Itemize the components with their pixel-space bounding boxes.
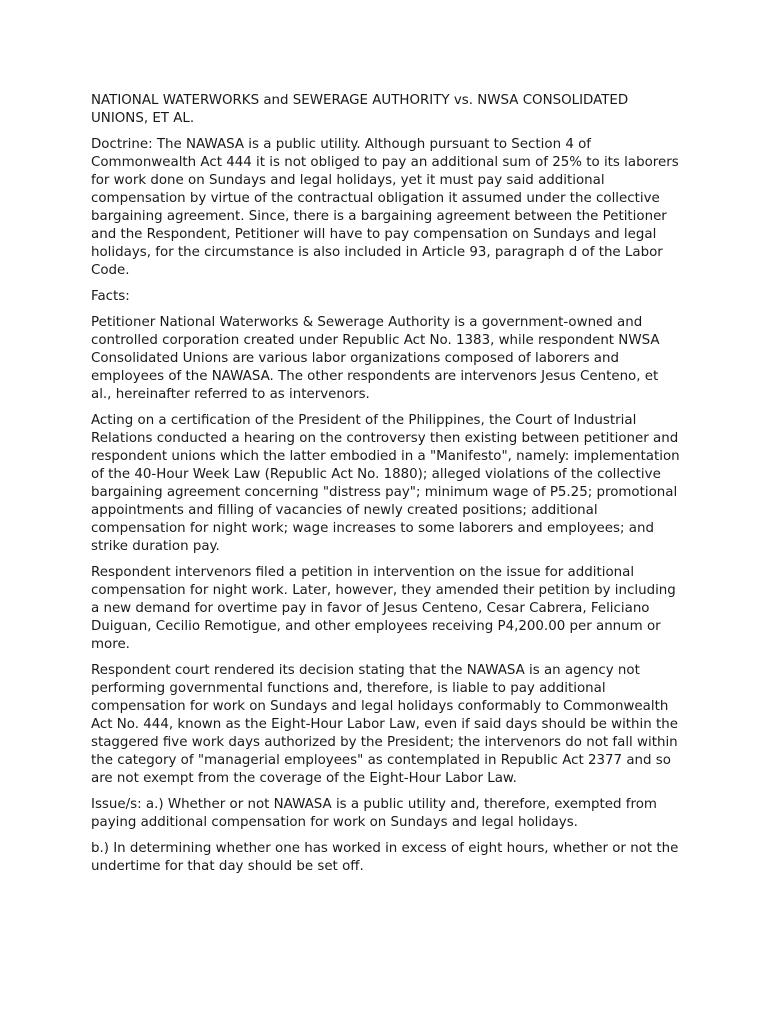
facts-paragraph-4: Respondent court rendered its decision stating that the NAWASA is an agency not performing governmental functions and, therefore, is liable to pay additional compensation for work on Sundays and legal holidays conformably to Commonwealth Act No. 444, known as the Eight-Hour Labor Law, even if said days should be within the staggered five work days authorized by the President; the intervenors do not fall within the category of "managerial employees" as contemplated in Republic Act 2377 and so are not exempt from the coverage of the Eight-Hour Labor Law. (91, 663, 678, 786)
facts-heading: Facts: (91, 289, 130, 304)
doctrine-paragraph: Doctrine: The NAWASA is a public utility. Although pursuant to Section 4 of Commonwealth Act 444 it is not obliged to pay an additional sum of 25% to its laborers for work done on Sundays and legal holidays, yet it must pay said additional compensation by virtue of the contractual obligation it assumed under the collective bargaining agreement. Since, there is a bargaining agreement between the Petitioner and the Respondent, Petitioner will have to pay compensation on Sundays and legal holidays, for the circumstance is also included in Article 93, paragraph d of the Labor Code. (91, 137, 679, 278)
issue-a-paragraph: Issue/s: a.) Whether or not NAWASA is a public utility and, therefore, exempted from paying additional compensation for work on Sundays and legal holidays. (91, 797, 657, 830)
document-page (91, 92, 681, 884)
case-title: NATIONAL WATERWORKS and SEWERAGE AUTHORITY vs. NWSA CONSOLIDATED UNIONS, ET AL. (91, 93, 629, 126)
facts-paragraph-1: Petitioner National Waterworks & Sewerage Authority is a government-owned and controlled corporation created under Republic Act No. 1383, while respondent NWSA Consolidated Unions are various labor organizations composed of laborers and employees of the NAWASA. The other respondents are intervenors Jesus Centeno, et al., hereinafter referred to as intervenors. (91, 315, 660, 402)
facts-paragraph-3: Respondent intervenors filed a petition in intervention on the issue for additional compensation for night work. Later, however, they amended their petition by including a new demand for overtime pay in favor of Jesus Centeno, Cesar Cabrera, Feliciano Duiguan, Cecilio Remotigue, and other employees receiving P4,200.00 per annum or more. (91, 565, 676, 652)
facts-paragraph-2: Acting on a certification of the President of the Philippines, the Court of Industrial Relations conducted a hearing on the controversy then existing between petitioner and respondent unions which the latter embodied in a "Manifesto", namely: implementation of the 40-Hour Week Law (Republic Act No. 1880); alleged violations of the collective bargaining agreement concerning "distress pay"; minimum wage of P5.25; promotional appointments and filling of vacancies of newly created positions; additional compensation for night work; wage increases to some laborers and employees; and strike duration pay. (91, 413, 680, 554)
issue-b-paragraph: b.) In determining whether one has worked in excess of eight hours, whether or not the undertime for that day should be set off. (91, 841, 679, 874)
